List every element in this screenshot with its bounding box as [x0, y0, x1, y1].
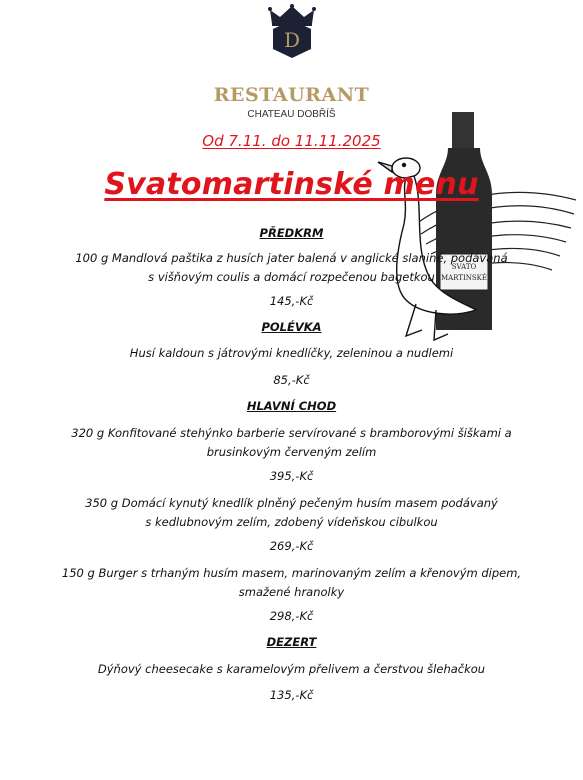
item-price: 395,-Kč — [269, 469, 314, 483]
item-line: Dýňový cheesecake s karamelovým přelivem a čerstvou šlehačkou — [97, 662, 486, 676]
menu-item — [0, 426, 583, 459]
bottle-label-bottom: MARTINSKÉ — [440, 274, 488, 282]
item-price: 298,-Kč — [269, 609, 314, 623]
section-heading-dessert — [0, 635, 583, 649]
item-line: 350 g Domácí kynutý knedlík plněný pečeným husím masem podávaný — [85, 496, 498, 510]
monogram-logo — [269, 16, 315, 62]
section-heading-main — [0, 399, 583, 413]
menu-item — [0, 566, 583, 599]
section-heading: PŘEDKRM — [259, 226, 324, 240]
restaurant-name: RESTAURANT — [213, 84, 370, 106]
item-line: 150 g Burger s trhaným husím masem, marinovaným zelím a křenovým dipem, — [61, 566, 522, 580]
item-price: 269,-Kč — [269, 539, 314, 553]
item-price: 145,-Kč — [269, 294, 314, 308]
section-heading: HLAVNÍ CHOD — [246, 399, 337, 413]
item-line: s višňovým coulis a domácí rozpečenou bagetkou — [148, 270, 435, 284]
menu-dates: Od 7.11. do 11.11.2025 — [202, 132, 381, 150]
item-line: 320 g Konfitované stehýnko barberie servírované s bramborovými šiškami a — [71, 426, 512, 440]
item-line: smažené hranolky — [238, 585, 345, 599]
menu-title: Svatomartinské menu — [104, 167, 479, 202]
section-heading-starter — [0, 226, 583, 240]
menu-item — [0, 496, 583, 529]
menu-item — [0, 662, 583, 676]
section-heading-soup — [0, 320, 583, 334]
item-line: 100 g Mandlová paštika z husích jater balená v anglické slanině, podávaná — [75, 251, 508, 265]
menu-item — [0, 251, 583, 284]
menu-item — [0, 346, 583, 360]
item-line: s kedlubnovým zelím, zdobený vídeňskou cibulkou — [145, 515, 438, 529]
item-line: Husí kaldoun s játrovými knedlíčky, zeleninou a nudlemi — [129, 346, 454, 360]
restaurant-subtitle: CHATEAU DOBŘÍŠ — [247, 109, 336, 120]
item-price: 85,-Kč — [273, 373, 310, 387]
item-price: 135,-Kč — [269, 688, 314, 702]
monogram-letter: D — [283, 28, 301, 52]
item-line: brusinkovým červeným zelím — [206, 445, 377, 459]
bottle-label-top: SVATO — [451, 263, 477, 271]
section-heading: POLÉVKA — [261, 320, 322, 334]
section-heading: DEZERT — [266, 635, 317, 649]
